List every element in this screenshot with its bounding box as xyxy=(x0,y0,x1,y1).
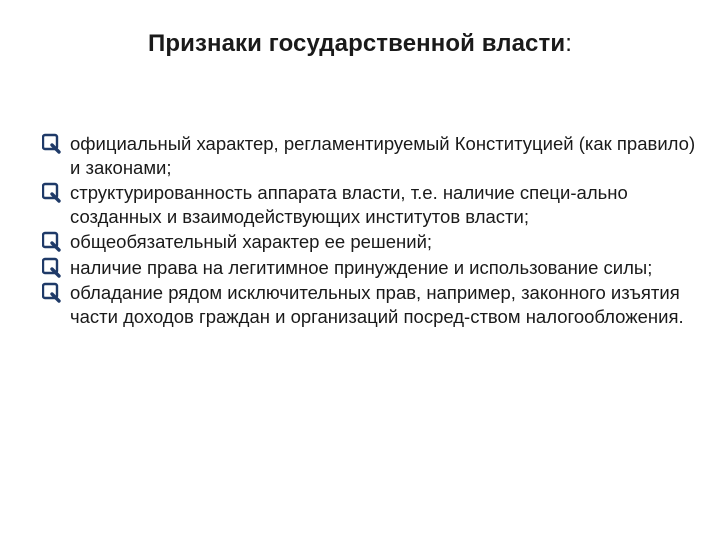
list-item-text: официальный характер, регламентируемый Конституцией (как правило) и законами; xyxy=(70,133,696,178)
checkbox-q-icon xyxy=(42,133,66,155)
checkbox-q-icon xyxy=(42,182,66,204)
list-item xyxy=(42,230,702,254)
page-title xyxy=(0,30,720,58)
list-item-text: общеобязательный характер ее решений; xyxy=(70,231,433,252)
list-item xyxy=(42,181,702,228)
checkbox-q-icon xyxy=(42,257,66,279)
checkbox-q-icon xyxy=(42,231,66,253)
list-item-text: обладание рядом исключительных прав, например, законного изъятия части доходов граждан и организаций посред-ством налогообложения. xyxy=(70,282,684,327)
title-colon: : xyxy=(565,30,572,57)
checkbox-q-icon xyxy=(42,282,66,304)
feature-list xyxy=(42,132,702,330)
list-item-text: структурированность аппарата власти, т.е. наличие специ-ально созданных и взаимодействующих институтов власти; xyxy=(70,182,628,227)
list-item-text: наличие права на легитимное принуждение и использование силы; xyxy=(70,256,653,278)
list-item xyxy=(42,132,702,179)
list-item xyxy=(42,256,702,280)
title-text: Признаки государственной власти xyxy=(148,30,566,57)
list-item xyxy=(42,281,702,328)
